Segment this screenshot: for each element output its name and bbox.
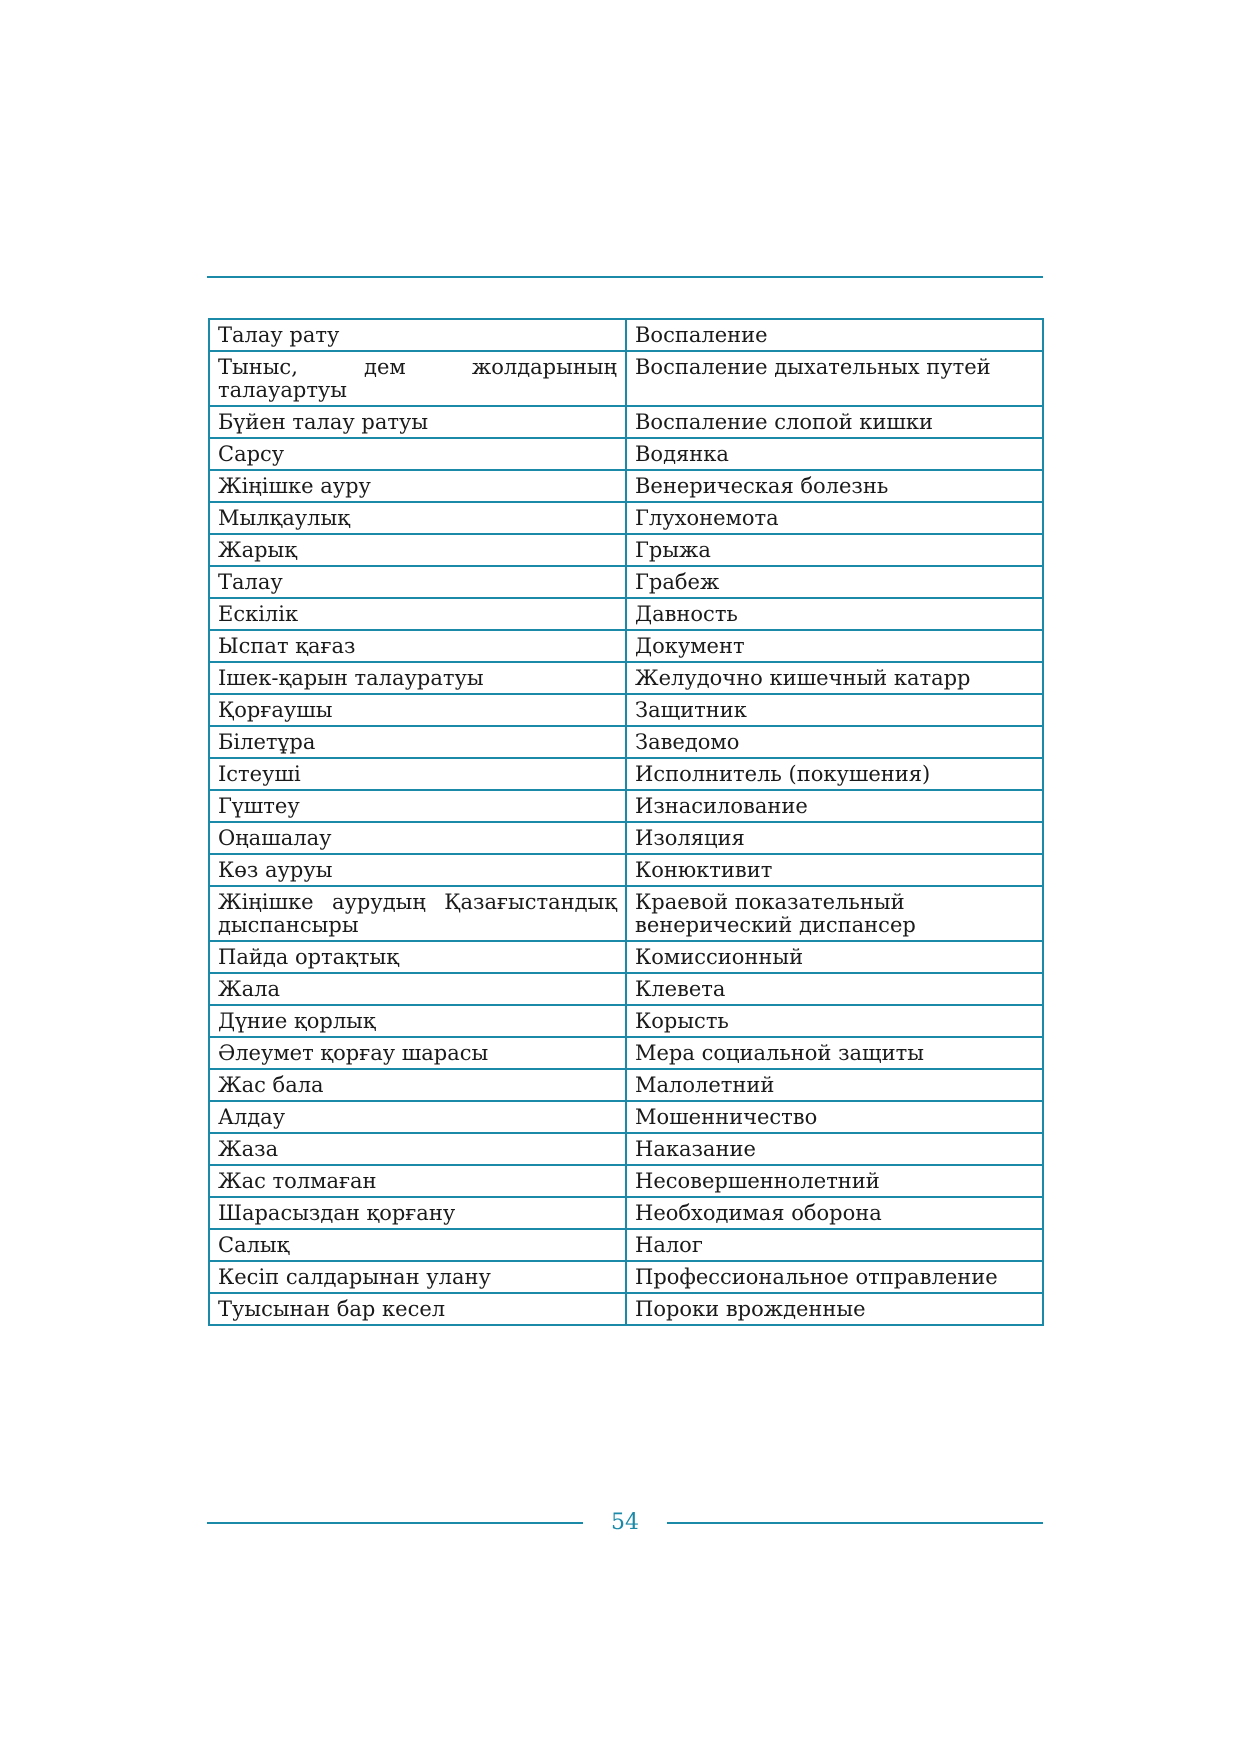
russian-term: Желудочно кишечный катарр — [626, 662, 1043, 694]
kazakh-term: Істеуші — [209, 758, 626, 790]
russian-term: Пороки врожденные — [626, 1293, 1043, 1325]
kazakh-term: Бүйен талау ратуы — [209, 406, 626, 438]
table-row — [209, 822, 1043, 854]
table-row — [209, 726, 1043, 758]
russian-term: Малолетний — [626, 1069, 1043, 1101]
kazakh-term: Гүштеу — [209, 790, 626, 822]
kazakh-term: Дүние қорлық — [209, 1005, 626, 1037]
russian-term: Воспаление слопой кишки — [626, 406, 1043, 438]
russian-term: Мера социальной защиты — [626, 1037, 1043, 1069]
page-footer — [207, 1508, 1043, 1538]
table-row — [209, 598, 1043, 630]
table-row — [209, 351, 1043, 406]
kazakh-term: Жас толмаған — [209, 1165, 626, 1197]
table-row — [209, 566, 1043, 598]
header-rule — [207, 276, 1043, 278]
kazakh-term: Көз ауруы — [209, 854, 626, 886]
table-row — [209, 854, 1043, 886]
table-row — [209, 1261, 1043, 1293]
table-row — [209, 470, 1043, 502]
table-row — [209, 1133, 1043, 1165]
glossary-table — [208, 318, 1044, 1326]
russian-term: Краевой показательный венерический диспансер — [626, 886, 1043, 941]
table-row — [209, 1197, 1043, 1229]
table-row — [209, 1005, 1043, 1037]
kazakh-term: Туысынан бар кесел — [209, 1293, 626, 1325]
russian-term: Давность — [626, 598, 1043, 630]
russian-term: Воспаление дыхательных путей — [626, 351, 1043, 406]
russian-term: Профессиональное отправление — [626, 1261, 1043, 1293]
kazakh-term: Шарасыздан қорғану — [209, 1197, 626, 1229]
table-row — [209, 630, 1043, 662]
kazakh-term: Ескілік — [209, 598, 626, 630]
kazakh-term: Жіңішке аурудың Қазағыстандық дыспансыры — [209, 886, 626, 941]
russian-term: Исполнитель (покушения) — [626, 758, 1043, 790]
russian-term: Защитник — [626, 694, 1043, 726]
table-row — [209, 886, 1043, 941]
table-row — [209, 790, 1043, 822]
glossary-body — [209, 319, 1043, 1325]
page-number: 54 — [611, 1510, 639, 1535]
table-row — [209, 1293, 1043, 1325]
russian-term: Изнасилование — [626, 790, 1043, 822]
russian-term: Корысть — [626, 1005, 1043, 1037]
russian-term: Документ — [626, 630, 1043, 662]
kazakh-term: Жала — [209, 973, 626, 1005]
kazakh-term: Кесіп салдарынан улану — [209, 1261, 626, 1293]
table-row — [209, 1165, 1043, 1197]
russian-term: Грыжа — [626, 534, 1043, 566]
russian-term: Венерическая болезнь — [626, 470, 1043, 502]
table-row — [209, 406, 1043, 438]
kazakh-term: Білетұра — [209, 726, 626, 758]
table-row — [209, 1229, 1043, 1261]
russian-term: Изоляция — [626, 822, 1043, 854]
russian-term: Несовершеннолетний — [626, 1165, 1043, 1197]
russian-term: Грабеж — [626, 566, 1043, 598]
table-row — [209, 438, 1043, 470]
russian-term: Заведомо — [626, 726, 1043, 758]
kazakh-term: Талау — [209, 566, 626, 598]
kazakh-term: Пайда ортақтық — [209, 941, 626, 973]
table-row — [209, 1037, 1043, 1069]
russian-term: Водянка — [626, 438, 1043, 470]
kazakh-term: Әлеумет қорғау шарасы — [209, 1037, 626, 1069]
kazakh-term: Қорғаушы — [209, 694, 626, 726]
russian-term: Глухонемота — [626, 502, 1043, 534]
russian-term: Клевета — [626, 973, 1043, 1005]
kazakh-term: Ыспат қағаз — [209, 630, 626, 662]
table-row — [209, 502, 1043, 534]
kazakh-term: Жарық — [209, 534, 626, 566]
kazakh-term: Мылқаулық — [209, 502, 626, 534]
table-row — [209, 534, 1043, 566]
kazakh-term: Сарсу — [209, 438, 626, 470]
russian-term: Наказание — [626, 1133, 1043, 1165]
russian-term: Необходимая оборона — [626, 1197, 1043, 1229]
kazakh-term: Алдау — [209, 1101, 626, 1133]
table-row — [209, 662, 1043, 694]
footer-rule-right — [667, 1522, 1043, 1524]
table-row — [209, 319, 1043, 351]
kazakh-term: Оңашалау — [209, 822, 626, 854]
table-row — [209, 694, 1043, 726]
russian-term: Мошенничество — [626, 1101, 1043, 1133]
russian-term: Налог — [626, 1229, 1043, 1261]
kazakh-term: Тыныс, дем жолдарының талауартуы — [209, 351, 626, 406]
table-row — [209, 941, 1043, 973]
russian-term: Конюктивит — [626, 854, 1043, 886]
kazakh-term: Талау рату — [209, 319, 626, 351]
kazakh-term: Жіңішке ауру — [209, 470, 626, 502]
table-row — [209, 1101, 1043, 1133]
table-row — [209, 973, 1043, 1005]
russian-term: Комиссионный — [626, 941, 1043, 973]
kazakh-term: Жаза — [209, 1133, 626, 1165]
kazakh-term: Ішек-қарын талауратуы — [209, 662, 626, 694]
russian-term: Воспаление — [626, 319, 1043, 351]
table-row — [209, 758, 1043, 790]
kazakh-term: Салық — [209, 1229, 626, 1261]
table-row — [209, 1069, 1043, 1101]
kazakh-term: Жас бала — [209, 1069, 626, 1101]
